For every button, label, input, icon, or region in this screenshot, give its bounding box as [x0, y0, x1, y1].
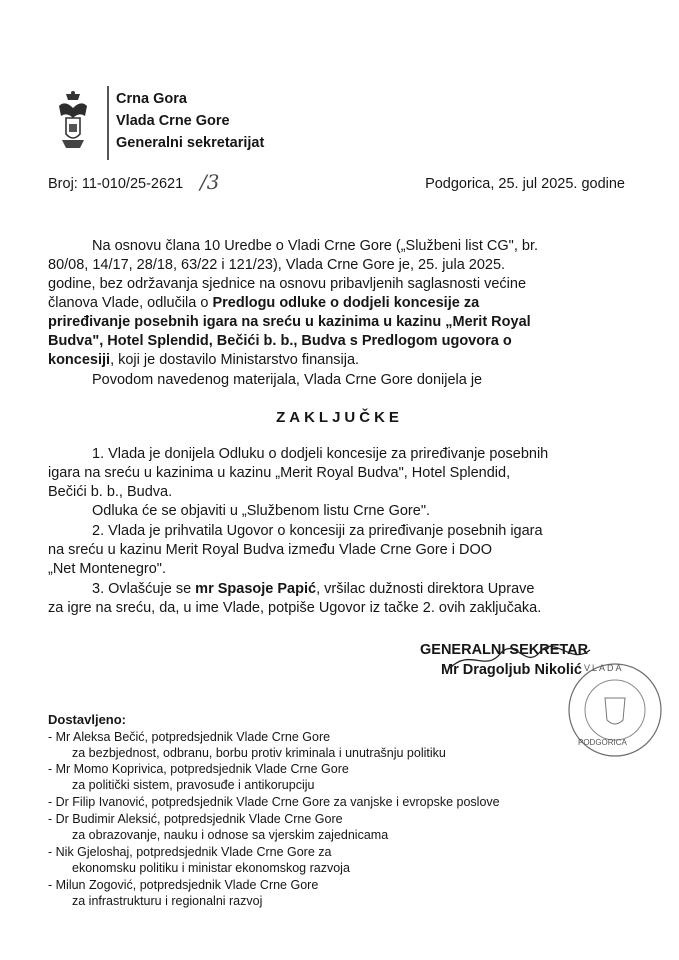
authorized-person: mr Spasoje Papić — [195, 581, 317, 597]
signature-title: GENERALNI SEKRETAR — [420, 642, 589, 658]
signature-name: Mr Dragoljub Nikolić — [441, 662, 582, 678]
header-country: Crna Gora — [116, 91, 187, 107]
document-number: Broj: 11-010/25-2621 — [48, 176, 184, 192]
intro-line: 80/08, 14/17, 28/18, 63/22 i 121/23), Vlada Crne Gore je, 25. jula 2025. — [48, 257, 506, 273]
conclusion-text: 3. Ovlašćuje se — [92, 581, 196, 597]
conclusion-line: igara na sreću u kazinima u kazinu „Merit Royal Budva", Hotel Splendid, — [48, 465, 511, 481]
list-item-sub: za politički sistem, pravosuđe i antikorupciju — [72, 778, 315, 792]
intro-line: Povodom navedenog materijala, Vlada Crne Gore donijela je — [92, 372, 483, 388]
list-item: - Dr Budimir Aleksić, potpredsjednik Vlade Crne Gore — [48, 812, 343, 826]
conclusion-line: „Net Montenegro". — [48, 561, 166, 577]
conclusion-line: Bečići b. b., Budva. — [48, 484, 173, 500]
conclusion-line: Odluka će se objaviti u „Službenom listu Crne Gore". — [92, 503, 430, 519]
stamp-text: VLADA — [584, 663, 624, 673]
conclusion-line: 1. Vlada je donijela Odluku o dodjeli koncesije za priređivanje posebnih — [92, 446, 549, 462]
list-item: - Milun Zogović, potpredsjednik Vlade Crne Gore — [48, 878, 319, 892]
list-item-sub: ekonomsku politiku i ministar ekonomskog razvoja — [72, 861, 350, 875]
header-divider — [107, 86, 109, 160]
header-secretariat: Generalni sekretarijat — [116, 135, 265, 151]
proposal-title-line: priređivanje posebnih igara na sreću u kazinima u kazinu „Merit Royal — [48, 314, 531, 330]
list-item-sub: za obrazovanje, nauku i odnose sa vjerskim zajednicama — [72, 828, 389, 842]
intro-text: članova Vlade, odlučila o — [48, 295, 213, 311]
list-item: - Dr Filip Ivanović, potpredsjednik Vlade Crne Gore za vanjske i evropske poslove — [48, 795, 500, 809]
proposal-title: Predlogu odluke o dodjeli koncesije za — [212, 295, 480, 311]
list-item: - Nik Gjeloshaj, potpredsjednik Vlade Crne Gore za — [48, 845, 332, 859]
intro-line: godine, bez održavanja sjednice na osnovu pribavljenih saglasnosti većine — [48, 276, 527, 292]
conclusions-heading: ZAKLJUČKE — [276, 409, 403, 426]
list-item-sub: za infrastrukturu i regionalni razvoj — [72, 894, 263, 908]
handwritten-number: /3 — [200, 170, 220, 194]
list-item: - Mr Momo Koprivica, potpredsjednik Vlade Crne Gore — [48, 762, 349, 776]
intro-text: , koji je dostavilo Ministarstvo finansija. — [110, 352, 360, 368]
distribution-heading: Dostavljeno: — [48, 712, 127, 727]
list-item-sub: za bezbjednost, odbranu, borbu protiv kriminala i unutrašnju politiku — [72, 746, 446, 760]
conclusion-line: 2. Vlada je prihvatila Ugovor o koncesiji za priređivanje posebnih igara — [92, 523, 543, 539]
conclusion-line: za igre na sreću, da, u ime Vlade, potpiše Ugovor iz tačke 2. ovih zaključaka. — [48, 600, 542, 616]
intro-line: Na osnovu člana 10 Uredbe o Vladi Crne Gore („Službeni list CG", br. — [92, 238, 539, 254]
coat-of-arms-icon — [56, 90, 90, 154]
conclusion-line: na sreću u kazinu Merit Royal Budva između Vlade Crne Gore i DOO — [48, 542, 493, 558]
conclusion-text: , vršilac dužnosti direktora Uprave — [316, 581, 535, 597]
list-item: - Mr Aleksa Bečić, potpredsjednik Vlade Crne Gore — [48, 730, 331, 744]
conclusion-line — [92, 581, 534, 597]
intro-line — [48, 295, 479, 311]
stamp-city: PODGORICA — [578, 738, 627, 747]
place-date: Podgorica, 25. jul 2025. godine — [425, 176, 625, 192]
proposal-title: koncesiji — [48, 352, 111, 368]
intro-line — [48, 352, 359, 368]
header-government: Vlada Crne Gore — [116, 113, 230, 129]
proposal-title-line: Budva", Hotel Splendid, Bečići b. b., Budva s Predlogom ugovora o — [48, 333, 512, 349]
